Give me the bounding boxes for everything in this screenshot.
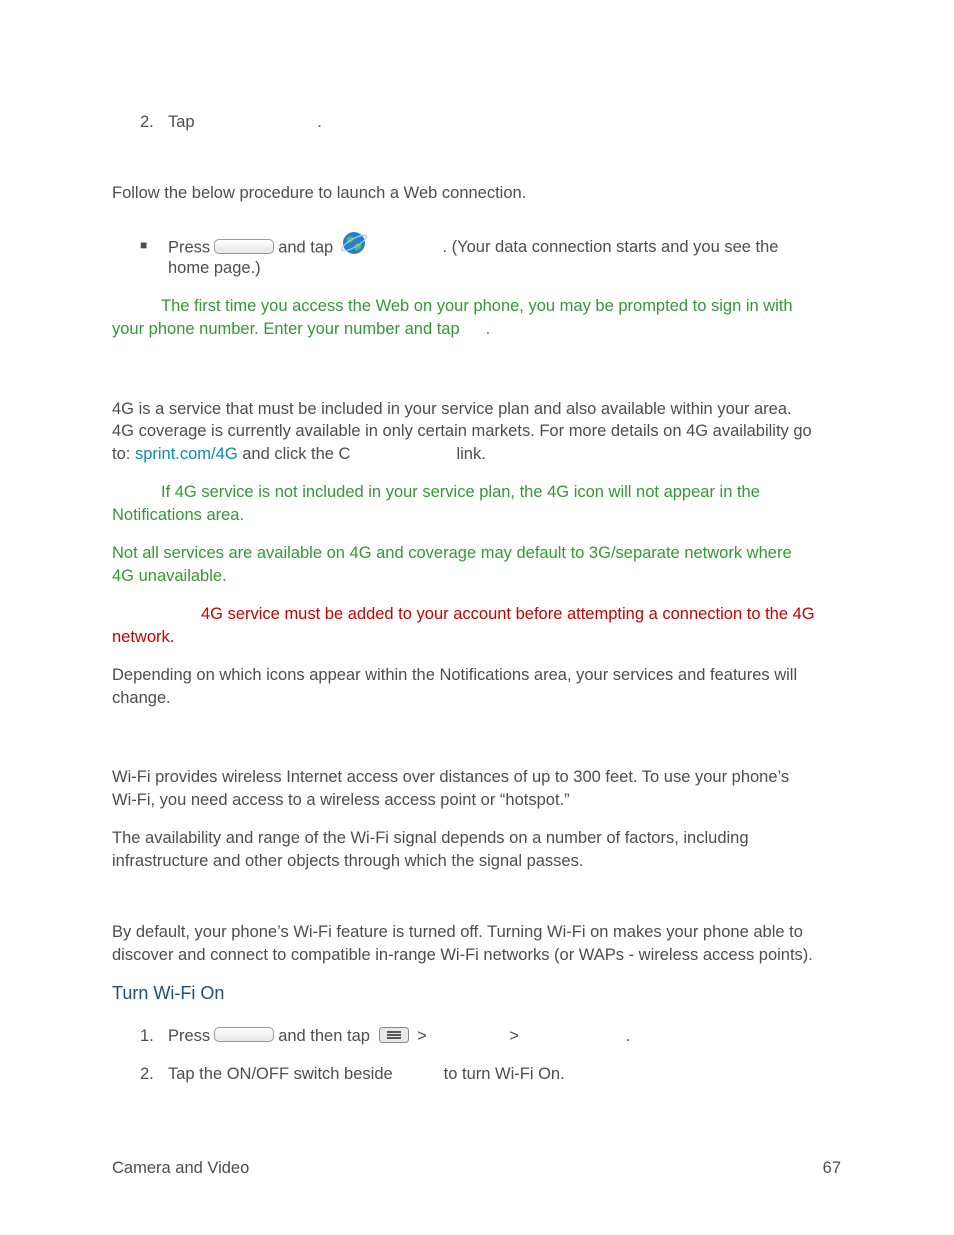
- step-text: Press and then tap > > .: [168, 1027, 631, 1045]
- note-line: your phone number. Enter your number and tap .: [112, 320, 491, 338]
- home-button-icon: [214, 1027, 274, 1042]
- step-text: Tap .: [168, 113, 322, 131]
- section-heading: Turn Wi-Fi On: [112, 983, 225, 1003]
- paragraph-line: By default, your phone’s Wi-Fi feature is turned off. Turning Wi-Fi on makes your phone able to: [112, 923, 803, 941]
- paragraph-line: infrastructure and other objects through which the signal passes.: [112, 852, 584, 870]
- menu-icon: [379, 1027, 409, 1043]
- step-number: 1.: [140, 1027, 154, 1045]
- paragraph-line: discover and connect to compatible in-range Wi-Fi networks (or WAPs - wireless access points).: [112, 946, 813, 964]
- paragraph-line: to: sprint.com/4G and click the C link.: [112, 445, 486, 463]
- intro-text: Follow the below procedure to launch a Web connection.: [112, 184, 527, 202]
- paragraph-line: change.: [112, 689, 171, 707]
- note-line: 4G unavailable.: [112, 567, 227, 585]
- note-line: If 4G service is not included in your service plan, the 4G icon will not appear in the: [161, 483, 760, 501]
- warning-line: 4G service must be added to your account before attempting a connection to the 4G: [201, 605, 815, 623]
- paragraph-line: Depending on which icons appear within the Notifications area, your services and features will: [112, 666, 798, 684]
- bullet-line: Press and tap . (Your data connection starts and you see the: [168, 234, 778, 262]
- warning-line: network.: [112, 628, 175, 646]
- sprint-4g-link[interactable]: sprint.com/4G: [134, 445, 238, 463]
- bullet-line-2: home page.): [168, 259, 261, 277]
- browser-globe-icon: [340, 228, 370, 256]
- footer-section: Camera and Video: [112, 1159, 250, 1177]
- note-line: Notifications area.: [112, 506, 245, 524]
- note-line: Not all services are available on 4G and coverage may default to 3G/separate network where: [112, 544, 792, 562]
- paragraph-line: 4G coverage is currently available in only certain markets. For more details on 4G availability go: [112, 422, 812, 440]
- paragraph-line: 4G is a service that must be included in your service plan and also available within your area.: [112, 400, 792, 418]
- paragraph-line: Wi-Fi provides wireless Internet access over distances of up to 300 feet. To use your phone’s: [112, 768, 790, 786]
- page-number: 67: [822, 1159, 841, 1177]
- note-line: The first time you access the Web on your phone, you may be prompted to sign in with: [161, 297, 793, 315]
- paragraph-line: Wi-Fi, you need access to a wireless access point or “hotspot.”: [112, 791, 570, 809]
- step-text: Tap the ON/OFF switch beside to turn Wi-Fi On.: [168, 1065, 565, 1083]
- step-number: 2.: [140, 1065, 154, 1083]
- step-number: 2.: [140, 113, 154, 131]
- paragraph-line: The availability and range of the Wi-Fi signal depends on a number of factors, including: [112, 829, 749, 847]
- bullet-marker: ■: [140, 238, 148, 252]
- home-button-icon: [214, 239, 274, 254]
